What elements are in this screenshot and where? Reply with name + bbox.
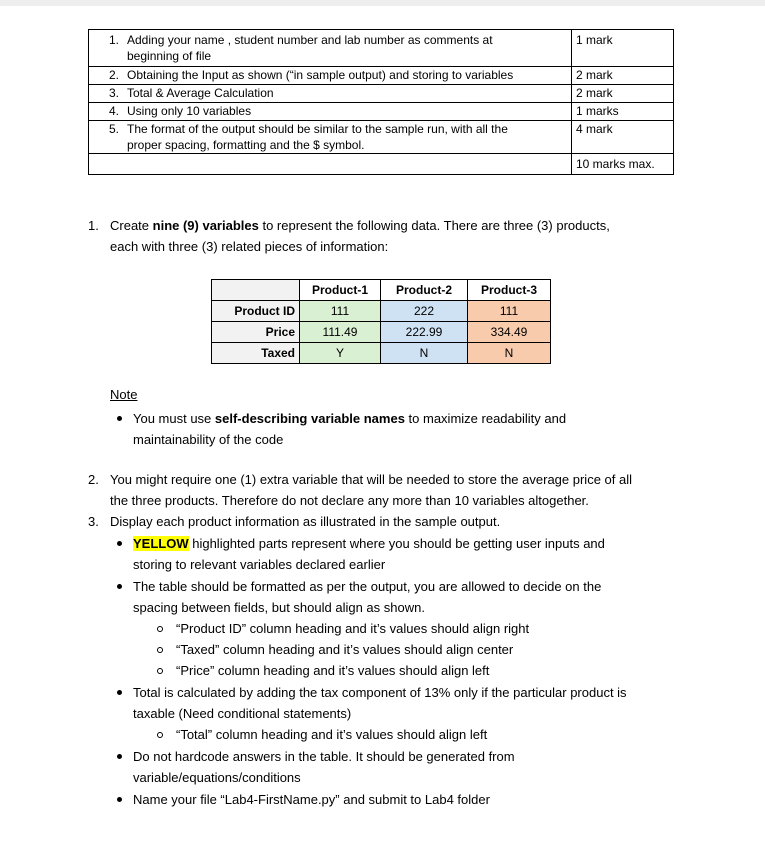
bullet-5: Name your file “Lab4-FirstName.py” and submit to Lab4 folder bbox=[133, 792, 490, 807]
bullet-1-line-2: storing to relevant variables declared earlier bbox=[133, 557, 386, 572]
note-line-2: maintainability of the code bbox=[133, 432, 284, 447]
bullet-icon bbox=[117, 541, 122, 546]
table-row bbox=[212, 343, 551, 364]
bullet-icon bbox=[117, 754, 122, 759]
cell-taxed-1: Y bbox=[300, 343, 381, 364]
rubric-mark: 1 marks bbox=[572, 103, 674, 121]
rubric-number: 4. bbox=[108, 104, 119, 118]
rubric-empty-cell bbox=[89, 154, 572, 175]
cell-taxed-2: N bbox=[381, 343, 468, 364]
rubric-text: Adding your name , student number and lab number as comments at bbox=[127, 33, 493, 47]
cell-price-3: 334.49 bbox=[468, 322, 551, 343]
table-row bbox=[212, 322, 551, 343]
rubric-number: 2. bbox=[108, 68, 119, 82]
header-product-1: Product-1 bbox=[300, 280, 381, 301]
text-run: to maximize readability and bbox=[404, 411, 567, 426]
row-label-product-id: Product ID bbox=[212, 301, 300, 322]
instruction-2-line-2: the three products. Therefore do not declare any more than 10 variables altogether. bbox=[110, 493, 589, 508]
instruction-number: 1. bbox=[88, 218, 99, 233]
rubric-text: Total & Average Calculation bbox=[127, 86, 274, 100]
text-run: highlighted parts represent where you should be getting user inputs and bbox=[188, 536, 605, 551]
rubric-text-cont: beginning of file bbox=[127, 49, 212, 63]
instruction-2-line-1: You might require one (1) extra variable that will be needed to store the average price of all bbox=[110, 472, 632, 487]
bullet-3-line-1: Total is calculated by adding the tax component of 13% only if the particular product is bbox=[133, 685, 627, 700]
cell-product-id-1: 111 bbox=[300, 301, 381, 322]
sub-bullet-taxed: “Taxed” column heading and it’s values should align center bbox=[176, 642, 514, 657]
text-run: You must use bbox=[133, 411, 215, 426]
sub-bullet-price: “Price” column heading and it’s values should align left bbox=[176, 663, 490, 678]
instruction-3 bbox=[88, 511, 688, 533]
bullet-1-line-1 bbox=[133, 533, 605, 554]
instruction-1 bbox=[88, 215, 688, 259]
rubric-mark: 1 mark bbox=[572, 30, 674, 67]
rubric-row bbox=[89, 103, 674, 121]
bullet-2-line-1: The table should be formatted as per the output, you are allowed to decide on the bbox=[133, 579, 602, 594]
cell-price-1: 111.49 bbox=[300, 322, 381, 343]
instruction-1-line-2: each with three (3) related pieces of information: bbox=[110, 239, 389, 254]
cell-taxed-3: N bbox=[468, 343, 551, 364]
cell-price-2: 222.99 bbox=[381, 322, 468, 343]
bullet-3-line-2: taxable (Need conditional statements) bbox=[133, 706, 352, 721]
instruction-2 bbox=[88, 469, 688, 513]
row-label-price: Price bbox=[212, 322, 300, 343]
rubric-text: Using only 10 variables bbox=[127, 104, 252, 118]
highlighted-text: YELLOW bbox=[133, 536, 189, 551]
text-run: to represent the following data. There are three (3) products, bbox=[258, 218, 610, 233]
instruction-3-line-1: Display each product information as illustrated in the sample output. bbox=[110, 514, 501, 529]
page-top-edge bbox=[0, 0, 765, 6]
sub-bullet-product-id: “Product ID” column heading and it’s values should align right bbox=[176, 621, 530, 636]
rubric-text: The format of the output should be similar to the sample run, with all the bbox=[127, 122, 508, 136]
rubric-number: 3. bbox=[108, 86, 119, 100]
rubric-total: 10 marks max. bbox=[572, 154, 674, 175]
cell-product-id-2: 222 bbox=[381, 301, 468, 322]
bold-text: nine (9) variables bbox=[152, 218, 259, 233]
bullet-icon bbox=[117, 416, 122, 421]
sub-bullet-total: “Total” column heading and it’s values should align left bbox=[176, 727, 488, 742]
bold-text: self-describing variable names bbox=[214, 411, 405, 426]
rubric-criterion bbox=[89, 103, 572, 121]
header-product-2: Product-2 bbox=[381, 280, 468, 301]
bullet-2-line-2: spacing between fields, but should align as shown. bbox=[133, 600, 425, 615]
note-heading: Note bbox=[110, 387, 138, 402]
instruction-1-line-1 bbox=[110, 215, 610, 236]
rubric-row bbox=[89, 85, 674, 103]
row-label-taxed: Taxed bbox=[212, 343, 300, 364]
cell-product-id-3: 111 bbox=[468, 301, 551, 322]
rubric-mark: 2 mark bbox=[572, 67, 674, 85]
bullet-4-line-2: variable/equations/conditions bbox=[133, 770, 301, 785]
marking-rubric-table bbox=[88, 29, 674, 175]
rubric-total-row bbox=[89, 154, 674, 175]
sub-bullet-icon bbox=[157, 626, 163, 632]
rubric-mark: 4 mark bbox=[572, 121, 674, 154]
corner-cell bbox=[212, 280, 300, 301]
bullet-icon bbox=[117, 584, 122, 589]
header-product-3: Product-3 bbox=[468, 280, 551, 301]
instruction-number: 2. bbox=[88, 472, 99, 487]
rubric-row bbox=[89, 67, 674, 85]
table-header-row bbox=[212, 280, 551, 301]
rubric-criterion bbox=[89, 85, 572, 103]
note-line-1 bbox=[133, 408, 566, 429]
rubric-number: 1. bbox=[108, 33, 119, 47]
sub-bullet-icon bbox=[157, 647, 163, 653]
table-row bbox=[212, 301, 551, 322]
rubric-mark: 2 mark bbox=[572, 85, 674, 103]
rubric-criterion bbox=[89, 121, 572, 154]
rubric-row bbox=[89, 121, 674, 154]
rubric-text: Obtaining the Input as shown (“in sample output) and storing to variables bbox=[127, 68, 514, 82]
rubric-row bbox=[89, 30, 674, 67]
instruction-number: 3. bbox=[88, 514, 99, 529]
product-data-table bbox=[211, 279, 551, 364]
sub-bullet-icon bbox=[157, 732, 163, 738]
rubric-criterion bbox=[89, 67, 572, 85]
bullet-icon bbox=[117, 797, 122, 802]
rubric-number: 5. bbox=[108, 122, 119, 136]
bullet-4-line-1: Do not hardcode answers in the table. It should be generated from bbox=[133, 749, 515, 764]
bullet-icon bbox=[117, 690, 122, 695]
rubric-text-cont: proper spacing, formatting and the $ symbol. bbox=[127, 138, 365, 152]
rubric-criterion bbox=[89, 30, 572, 67]
sub-bullet-icon bbox=[157, 668, 163, 674]
text-run: Create bbox=[110, 218, 153, 233]
